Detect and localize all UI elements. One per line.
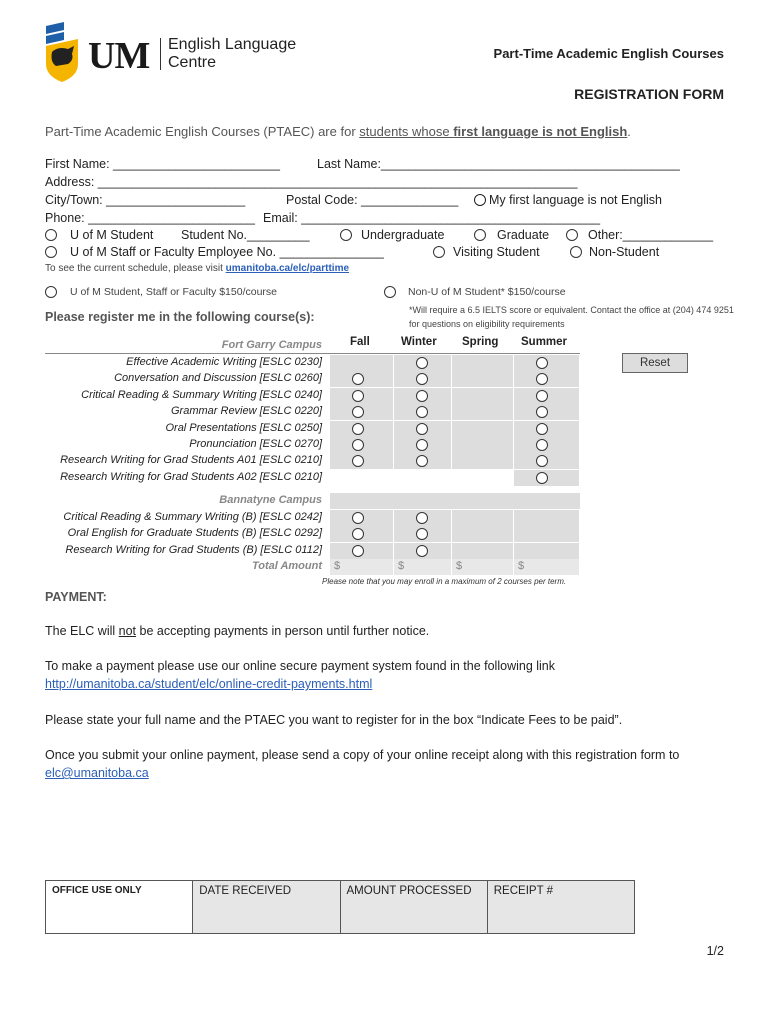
term-radio-summer[interactable] (536, 439, 548, 451)
term-radio-winter[interactable] (416, 528, 428, 540)
course-row (45, 355, 580, 371)
logo-text-line1: English Language (168, 36, 297, 53)
term-cell-winter (394, 510, 452, 526)
um-shield-logo (44, 22, 80, 82)
course-row (45, 470, 580, 486)
undergraduate-radio[interactable] (340, 229, 352, 241)
term-radio-fall[interactable] (352, 455, 364, 467)
term-radio-winter[interactable] (416, 439, 428, 451)
term-radio-fall[interactable] (352, 373, 364, 385)
nonu-price-radio[interactable] (384, 286, 396, 298)
undergraduate-label: Undergraduate (361, 228, 445, 242)
term-cell-summer (514, 404, 580, 420)
term-radio-winter[interactable] (416, 357, 428, 369)
schedule-prefix: To see the current schedule, please visit (45, 263, 226, 274)
visiting-student-label: Visiting Student (453, 245, 540, 259)
payment-para-4: Once you submit your online payment, please send a copy of your online receipt along with this registration form to (45, 748, 680, 762)
term-cell-spring (452, 453, 514, 469)
first-name-field[interactable]: First Name: ________________________ (45, 157, 280, 171)
page-number: 1/2 (706, 944, 724, 958)
logo-divider (160, 38, 161, 70)
total-spring[interactable] (452, 559, 514, 575)
term-cell-winter (394, 388, 452, 404)
term-radio-summer[interactable] (536, 406, 548, 418)
intro-prefix: Part-Time Academic English Courses (PTAEC) are for (45, 124, 360, 139)
term-cell-fall (330, 543, 394, 559)
term-cell-fall (330, 526, 394, 542)
uofm-price-radio[interactable] (45, 286, 57, 298)
total-row (45, 559, 580, 575)
term-cell-spring (452, 371, 514, 387)
course-name: Grammar Review [ESLC 0220] (171, 405, 322, 418)
term-cell-fall (330, 355, 394, 371)
logo-text-line2: Centre (168, 54, 217, 71)
nonu-price-label: Non-U of M Student* $150/course (408, 286, 566, 298)
course-name: Oral Presentations [ESLC 0250] (165, 421, 322, 434)
term-radio-summer[interactable] (536, 357, 548, 369)
address-field[interactable]: Address: _____________________________________________________________________ (45, 175, 578, 189)
course-row (45, 510, 580, 526)
term-radio-winter[interactable] (416, 406, 428, 418)
term-radio-winter[interactable] (416, 545, 428, 557)
term-cell-summer (514, 421, 580, 437)
term-cell-fall (330, 404, 394, 420)
course-name: Effective Academic Writing [ESLC 0230] (126, 356, 322, 368)
payment-para-3: Please state your full name and the PTAEC you want to register for in the box “Indicate Fees to be paid”. (45, 713, 623, 727)
office-use-table (45, 880, 635, 934)
col-spring: Spring (462, 336, 499, 348)
total-amount-label: Total Amount (251, 560, 322, 572)
graduate-radio[interactable] (474, 229, 486, 241)
term-cell-summer (514, 543, 580, 559)
intro-text (45, 124, 631, 139)
term-cell-winter (394, 421, 452, 437)
course-name: Critical Reading & Summary Writing [ESLC 0240] (81, 388, 322, 401)
term-cell-fall (330, 453, 394, 469)
term-radio-winter[interactable] (416, 512, 428, 524)
receipt-number[interactable]: RECEIPT # (493, 885, 553, 897)
phone-field[interactable]: Phone: ________________________ (45, 211, 255, 225)
uofm-student-label: U of M Student (70, 228, 154, 242)
term-cell-spring (452, 421, 514, 437)
term-radio-summer[interactable] (536, 390, 548, 402)
term-cell-summer (514, 355, 580, 371)
term-cell-winter (394, 470, 452, 486)
email-link[interactable]: elc@umanitoba.ca (45, 766, 149, 780)
enroll-note: Please note that you may enroll in a maximum of 2 courses per term. (322, 577, 567, 586)
term-radio-fall[interactable] (352, 423, 364, 435)
term-cell-summer (514, 510, 580, 526)
uofm-student-radio[interactable] (45, 229, 57, 241)
course-name: Research Writing for Grad Students A01 [ESLC 0210] (60, 454, 322, 467)
schedule-text (45, 263, 349, 274)
course-name: Research Writing for Grad Students A02 [ESLC 0210] (60, 470, 322, 483)
term-radio-fall[interactable] (352, 406, 364, 418)
total-summer[interactable] (514, 559, 580, 575)
first-language-label: My first language is not English (489, 193, 663, 207)
term-cell-summer (514, 437, 580, 453)
graduate-label: Graduate (497, 228, 550, 242)
term-cell-spring (452, 404, 514, 420)
payment-p1-a: The ELC will (45, 624, 119, 638)
term-cell-winter (394, 543, 452, 559)
fort-garry-campus-label: Fort Garry Campus (221, 339, 322, 351)
term-cell-winter (394, 453, 452, 469)
term-radio-fall[interactable] (352, 439, 364, 451)
first-language-radio[interactable] (474, 194, 486, 206)
logo-um: UM (88, 35, 150, 77)
course-row (45, 437, 580, 453)
student-no-field[interactable]: Student No._________ (181, 228, 310, 242)
term-radio-summer[interactable] (536, 373, 548, 385)
term-cell-fall (330, 371, 394, 387)
col-summer: Summer (521, 336, 568, 348)
course-row (45, 371, 580, 387)
total-summer-currency: $ (518, 560, 525, 572)
intro-suffix: . (627, 124, 631, 139)
term-cell-spring (452, 388, 514, 404)
col-fall: Fall (350, 336, 370, 348)
term-cell-summer (514, 526, 580, 542)
postal-code-field[interactable]: Postal Code: ______________ (286, 193, 459, 207)
term-radio-winter[interactable] (416, 390, 428, 402)
payment-p1-not: not (118, 624, 137, 638)
course-name: Critical Reading & Summary Writing (B) [ESLC 0242] (63, 511, 322, 523)
ielts-note-line2: for questions on eligibility requirements (409, 319, 565, 329)
course-row (45, 388, 580, 404)
uofm-price-label: U of M Student, Staff or Faculty $150/course (70, 286, 277, 298)
staff-employee-field[interactable]: U of M Staff or Faculty Employee No. _______________ (70, 245, 384, 259)
term-cell-summer (514, 388, 580, 404)
term-cell-fall (330, 510, 394, 526)
term-cell-spring (452, 437, 514, 453)
office-use-only: OFFICE USE ONLY (46, 881, 193, 933)
term-radio-fall[interactable] (352, 528, 364, 540)
term-cell-winter (394, 404, 452, 420)
term-cell-fall (330, 470, 394, 486)
staff-radio[interactable] (45, 246, 57, 258)
register-label: Please register me in the following course(s): (45, 310, 315, 324)
course-row (45, 404, 580, 420)
course-row (45, 453, 580, 469)
bannatyne-shaded-bar (330, 493, 580, 509)
term-cell-winter (394, 526, 452, 542)
term-radio-summer[interactable] (536, 423, 548, 435)
term-cell-spring (452, 510, 514, 526)
intro-underline: students whose (359, 124, 454, 139)
course-name: Research Writing for Grad Students (B) [ESLC 0112] (65, 543, 322, 556)
payment-para-1 (45, 624, 429, 638)
payment-heading: PAYMENT: (45, 590, 107, 604)
other-radio[interactable] (566, 229, 578, 241)
amount-processed[interactable]: AMOUNT PROCESSED (341, 881, 488, 933)
ielts-note-line1: *Will require a 6.5 IELTS score or equivalent. Contact the office at (204) 474 9251 (409, 305, 734, 315)
header-course-title: Part-Time Academic English Courses (493, 46, 724, 61)
term-cell-summer (514, 470, 580, 486)
non-student-label: Non-Student (589, 245, 660, 259)
term-radio-fall[interactable] (352, 512, 364, 524)
total-winter[interactable] (394, 559, 452, 575)
course-row (45, 421, 580, 437)
term-radio-summer[interactable] (536, 472, 548, 484)
date-received[interactable]: DATE RECEIVED (193, 881, 340, 933)
term-cell-spring (452, 526, 514, 542)
reset-button[interactable]: Reset (622, 353, 688, 373)
course-name: Conversation and Discussion [ESLC 0260] (114, 372, 322, 385)
table-header-row (45, 338, 580, 354)
bannatyne-campus-label: Bannatyne Campus (219, 494, 322, 506)
course-row (45, 526, 580, 542)
col-winter: Winter (401, 336, 437, 348)
payment-p1-b: be accepting payments in person until further notice. (136, 624, 430, 638)
total-winter-currency: $ (398, 560, 405, 572)
term-cell-winter (394, 355, 452, 371)
schedule-link[interactable]: umanitoba.ca/elc/parttime (225, 263, 350, 274)
last-name-field[interactable]: Last Name:___________________________________________ (317, 157, 680, 171)
term-radio-winter[interactable] (416, 423, 428, 435)
payment-link[interactable]: http://umanitoba.ca/student/elc/online-credit-payments.html (45, 677, 373, 691)
total-fall-currency: $ (334, 560, 341, 572)
payment-para-2: To make a payment please use our online secure payment system found in the following link (45, 659, 556, 673)
term-cell-fall (330, 388, 394, 404)
city-field[interactable]: City/Town: ____________________ (45, 193, 246, 207)
email-field[interactable]: Email: ___________________________________________ (263, 211, 601, 225)
term-cell-spring (452, 543, 514, 559)
non-student-radio[interactable] (570, 246, 582, 258)
total-fall[interactable] (330, 559, 394, 575)
other-field[interactable]: Other:_____________ (588, 228, 714, 242)
term-cell-summer (514, 453, 580, 469)
term-cell-spring (452, 355, 514, 371)
term-radio-fall[interactable] (352, 545, 364, 557)
term-cell-winter (394, 437, 452, 453)
intro-bold: first language is not English (453, 124, 628, 139)
term-cell-spring (452, 470, 514, 486)
course-row (45, 543, 580, 559)
term-radio-fall[interactable] (352, 390, 364, 402)
total-spring-currency: $ (456, 560, 463, 572)
term-radio-winter[interactable] (416, 455, 428, 467)
term-radio-winter[interactable] (416, 373, 428, 385)
visiting-student-radio[interactable] (433, 246, 445, 258)
course-name: Pronunciation [ESLC 0270] (189, 438, 322, 450)
term-radio-summer[interactable] (536, 455, 548, 467)
term-cell-fall (330, 421, 394, 437)
term-cell-winter (394, 371, 452, 387)
bannatyne-row (45, 493, 580, 509)
term-cell-summer (514, 371, 580, 387)
course-name: Oral English for Graduate Students (B) [ESLC 0292] (67, 527, 322, 540)
form-title: REGISTRATION FORM (574, 86, 724, 102)
term-cell-fall (330, 437, 394, 453)
